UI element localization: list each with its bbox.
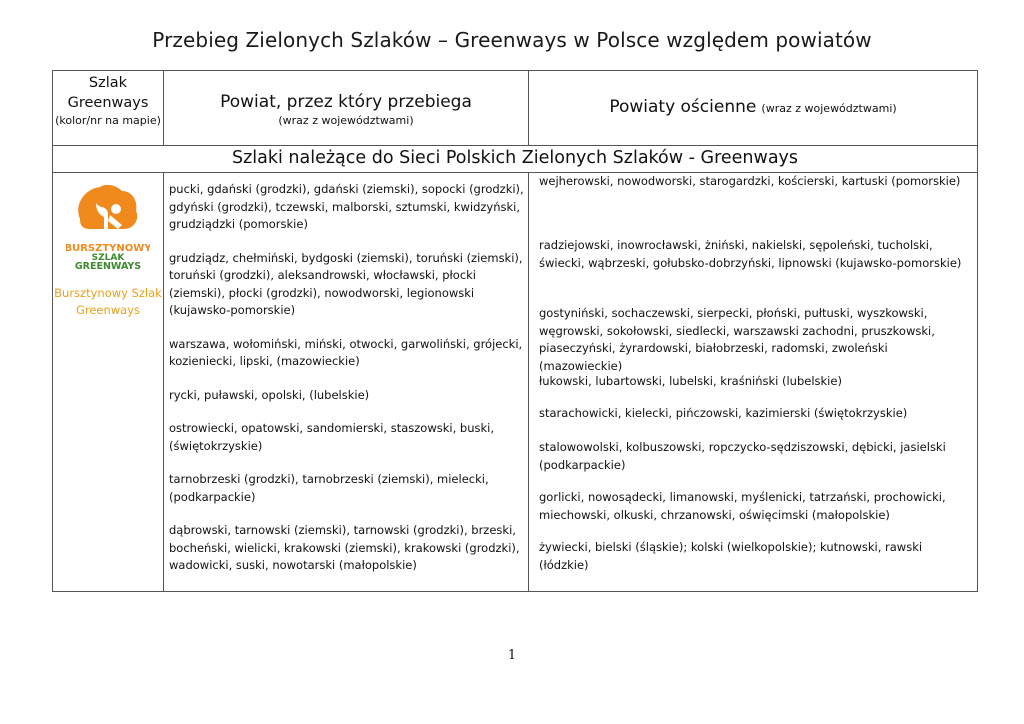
logo-line-2: SZLAK bbox=[91, 253, 125, 263]
neighbors-other-regions: żywiecki, bielski (śląskie); kolski (wielkopolskie); kutnowski, rawski (łódzkie) bbox=[539, 540, 923, 572]
header-neighbors-cell bbox=[529, 71, 978, 146]
header-counties-cell bbox=[164, 71, 529, 146]
greenways-table bbox=[52, 70, 978, 592]
counties-cell bbox=[164, 173, 529, 592]
counties-lubelskie: rycki, puławski, opolski, (lubelskie) bbox=[169, 387, 370, 402]
neighbors-podkarpackie: stalowowolski, kolbuszowski, ropczycko-sędziszowski, dębicki, jasielski (podkarpackie) bbox=[539, 440, 946, 472]
header-trail-cell bbox=[53, 71, 164, 146]
counties-swietokrzyskie: ostrowiecki, opatowski, sandomierski, staszowski, buski, (świętokrzyskie) bbox=[169, 421, 494, 453]
counties-pomorskie: pucki, gdański (grodzki), gdański (ziemski), sopocki (grodzki), gdyński (grodzki), tczewski, malborski, sztumski, kwidzyński, grudziądzki (pomorskie) bbox=[169, 182, 524, 231]
neighbors-lubelskie: łukowski, lubartowski, lubelski, kraśniński (lubelskie) bbox=[539, 374, 842, 388]
neighbors-mazowieckie: gostyniński, sochaczewski, sierpecki, płoński, pułtuski, wyszkowski, węgrowski, sokołowski, siedlecki, warszawski zachodni, pruszkowski, piaseczyński, żyrardowski, białobrzeski, radomski, zwoleński (mazowieckie) bbox=[539, 306, 935, 373]
neighbors-swietokrzyskie: starachowicki, kielecki, pińczowski, kazimierski (świętokrzyskie) bbox=[539, 406, 908, 420]
counties-malopolskie: dąbrowski, tarnowski (ziemski), tarnowski (grodzki), brzeski, bocheński, wielicki, krakowski (ziemski), krakowski (grodzki), wadowicki, suski, nowotarski (małopolskie) bbox=[169, 523, 520, 572]
neighbors-cell bbox=[529, 173, 978, 592]
header-trail-subtitle: (kolor/nr na mapie) bbox=[55, 114, 161, 127]
section-title: Szlaki należące do Sieci Polskich Zielonych Szlaków - Greenways bbox=[53, 146, 978, 173]
trail-cell bbox=[53, 173, 164, 592]
counties-mazowieckie: warszawa, wołomiński, miński, otwocki, garwoliński, grójecki, kozieniecki, lipski, (mazowieckie) bbox=[169, 336, 523, 368]
header-neighbors-subtitle: (wraz z województwami) bbox=[761, 102, 897, 115]
trail-row bbox=[53, 173, 978, 592]
trail-logo-graphic bbox=[66, 179, 150, 271]
counties-podkarpackie: tarnobrzeski (grodzki), tarnobrzeski (ziemski), mielecki, (podkarpackie) bbox=[169, 472, 489, 504]
neighbors-malopolskie: gorlicki, nowosądecki, limanowski, myślenicki, tatrzański, prochowicki, miechowski, olkuski, chrzanowski, oświęcimski (małopolskie) bbox=[539, 490, 946, 522]
logo-line-1: BURSZTYNOWY bbox=[66, 243, 150, 254]
neighbors-kujawsko-pomorskie: radziejowski, inowrocławski, żniński, nakielski, sępoleński, tucholski, świecki, wąbrzeski, gołubsko-dobrzyński, lipnowski (kujawsko-pomorskie) bbox=[539, 238, 962, 270]
header-neighbors-title: Powiaty ościenne bbox=[609, 97, 757, 117]
page-number: 1 bbox=[507, 648, 517, 663]
page-title: Przebieg Zielonych Szlaków – Greenways w Polsce względem powiatów bbox=[152, 28, 872, 52]
neighbors-pomorskie: wejherowski, nowodworski, starogardzki, kościerski, kartuski (pomorskie) bbox=[539, 174, 961, 188]
logo-line-3: GREENWAYS bbox=[74, 261, 142, 271]
header-counties-subtitle: (wraz z województwami) bbox=[278, 114, 414, 127]
header-counties-title: Powiat, przez który przebiega bbox=[220, 92, 472, 112]
counties-kujawsko-pomorskie: grudziądz, chełmiński, bydgoski (ziemski), toruński (ziemski), toruński (grodzki), aleksandrowski, włocławski, płocki (ziemski), płocki (grodzki), nowodworski, legionowski (kujawsko-pomorskie) bbox=[169, 250, 523, 317]
trail-name: Bursztynowy Szlak Greenways bbox=[54, 286, 162, 317]
header-trail-title: Szlak Greenways bbox=[67, 75, 149, 111]
trail-logo bbox=[53, 173, 163, 275]
section-row bbox=[53, 146, 978, 173]
header-row bbox=[53, 71, 978, 146]
